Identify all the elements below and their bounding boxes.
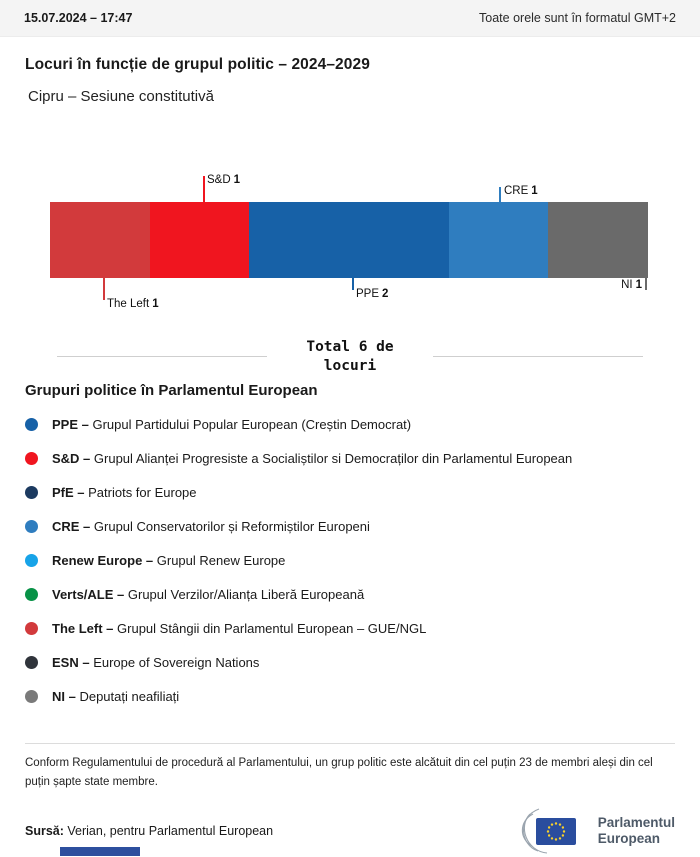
source-value: Verian, pentru Parlamentul European [67,823,274,838]
callout-label-ppe [356,288,388,300]
source-text [25,824,273,838]
legend-color-dot [25,520,38,533]
bar-segment-cre[interactable] [449,202,549,278]
legend-label: The Left – Grupul Stângii din Parlamentul European – GUE/NGL [52,621,427,637]
callout-label-cre [504,185,538,197]
bar-segment-s-d[interactable] [150,202,250,278]
legend-label: NI – Deputați neafiliați [52,689,180,705]
legend-label: Verts/ALE – Grupul Verzilor/Alianța Liberă Europeană [52,587,365,603]
page-title: Locuri în funcție de grupul politic – 2024–2029 [25,56,370,73]
callout-label-theleft [107,298,159,310]
legend-item [25,619,675,639]
callout-seat-count: 2 [382,288,389,300]
legend-label: S&D – Grupul Alianței Progresiste a Socialiștilor si Democraților din Parlamentul European [52,451,573,467]
legend-color-dot [25,452,38,465]
legend-color-dot [25,622,38,635]
legend-label: PPE – Grupul Partidului Popular European (Creștin Democrat) [52,417,412,433]
legend-color-dot [25,690,38,703]
callout-label-sd [207,174,240,186]
legend-label: ESN – Europe of Sovereign Nations [52,655,260,671]
legend-item [25,415,675,435]
footnote: Conform Regulamentului de procedură al Parlamentului, un grup politic este alcătuit din cel puțin 23 de membri aleși din cel puțin șapte state membre. [25,756,653,789]
legend-label: Renew Europe – Grupul Renew Europe [52,553,286,569]
callout-tick-cre [499,187,501,202]
total-seats-label: Total 6 de locuri [306,339,394,374]
callout-group-name: NI [621,279,633,291]
legend-item [25,449,675,469]
total-seats-row [57,338,643,376]
callout-seat-count: 1 [531,185,538,197]
legend-color-dot [25,486,38,499]
callout-tick-theleft [103,278,105,300]
eu-flag-icon [516,806,590,856]
callout-group-name: PPE [356,288,380,300]
total-rule-right [433,356,643,357]
seat-bar [50,202,648,278]
logo-text: Parlamentul European [597,814,675,846]
total-rule-left [57,356,267,357]
callout-label-ni [621,279,642,291]
european-parliament-logo[interactable] [516,806,675,856]
bar-segment-ppe[interactable] [249,202,448,278]
legend-item [25,653,675,673]
callout-group-name: The Left [107,298,150,310]
legend-item [25,551,675,571]
datetime-label: 15.07.2024 – 17:47 [24,11,133,25]
callout-group-name: S&D [207,174,231,186]
legend-heading: Grupuri politice în Parlamentul European [25,381,318,399]
footer-divider [25,743,675,744]
top-bar [0,0,700,37]
callout-seat-count: 1 [152,298,159,310]
legend-item [25,483,675,503]
callout-tick-ppe [352,278,354,290]
timezone-note: Toate orele sunt în formatul GMT+2 [479,11,676,25]
legend-item [25,517,675,537]
legend-list [25,415,675,707]
bar-segment-the-left[interactable] [50,202,150,278]
legend-item [25,687,675,707]
partial-bottom-element [60,847,140,856]
page-subtitle: Cipru – Sesiune constitutivă [28,88,214,105]
legend-color-dot [25,656,38,669]
callout-seat-count: 1 [635,279,642,291]
seats-chart [0,140,700,314]
callout-seat-count: 1 [233,174,241,186]
bar-segment-ni[interactable] [548,202,648,278]
callout-tick-ni [645,278,647,290]
callout-group-name: CRE [504,185,529,197]
legend-color-dot [25,588,38,601]
source-label: Sursă: [25,823,64,838]
legend-item [25,585,675,605]
legend-label: CRE – Grupul Conservatorilor și Reformiștilor Europeni [52,519,370,535]
callout-tick-sd [203,176,205,202]
legend-color-dot [25,418,38,431]
legend-label: PfE – Patriots for Europe [52,485,197,501]
legend-color-dot [25,554,38,567]
